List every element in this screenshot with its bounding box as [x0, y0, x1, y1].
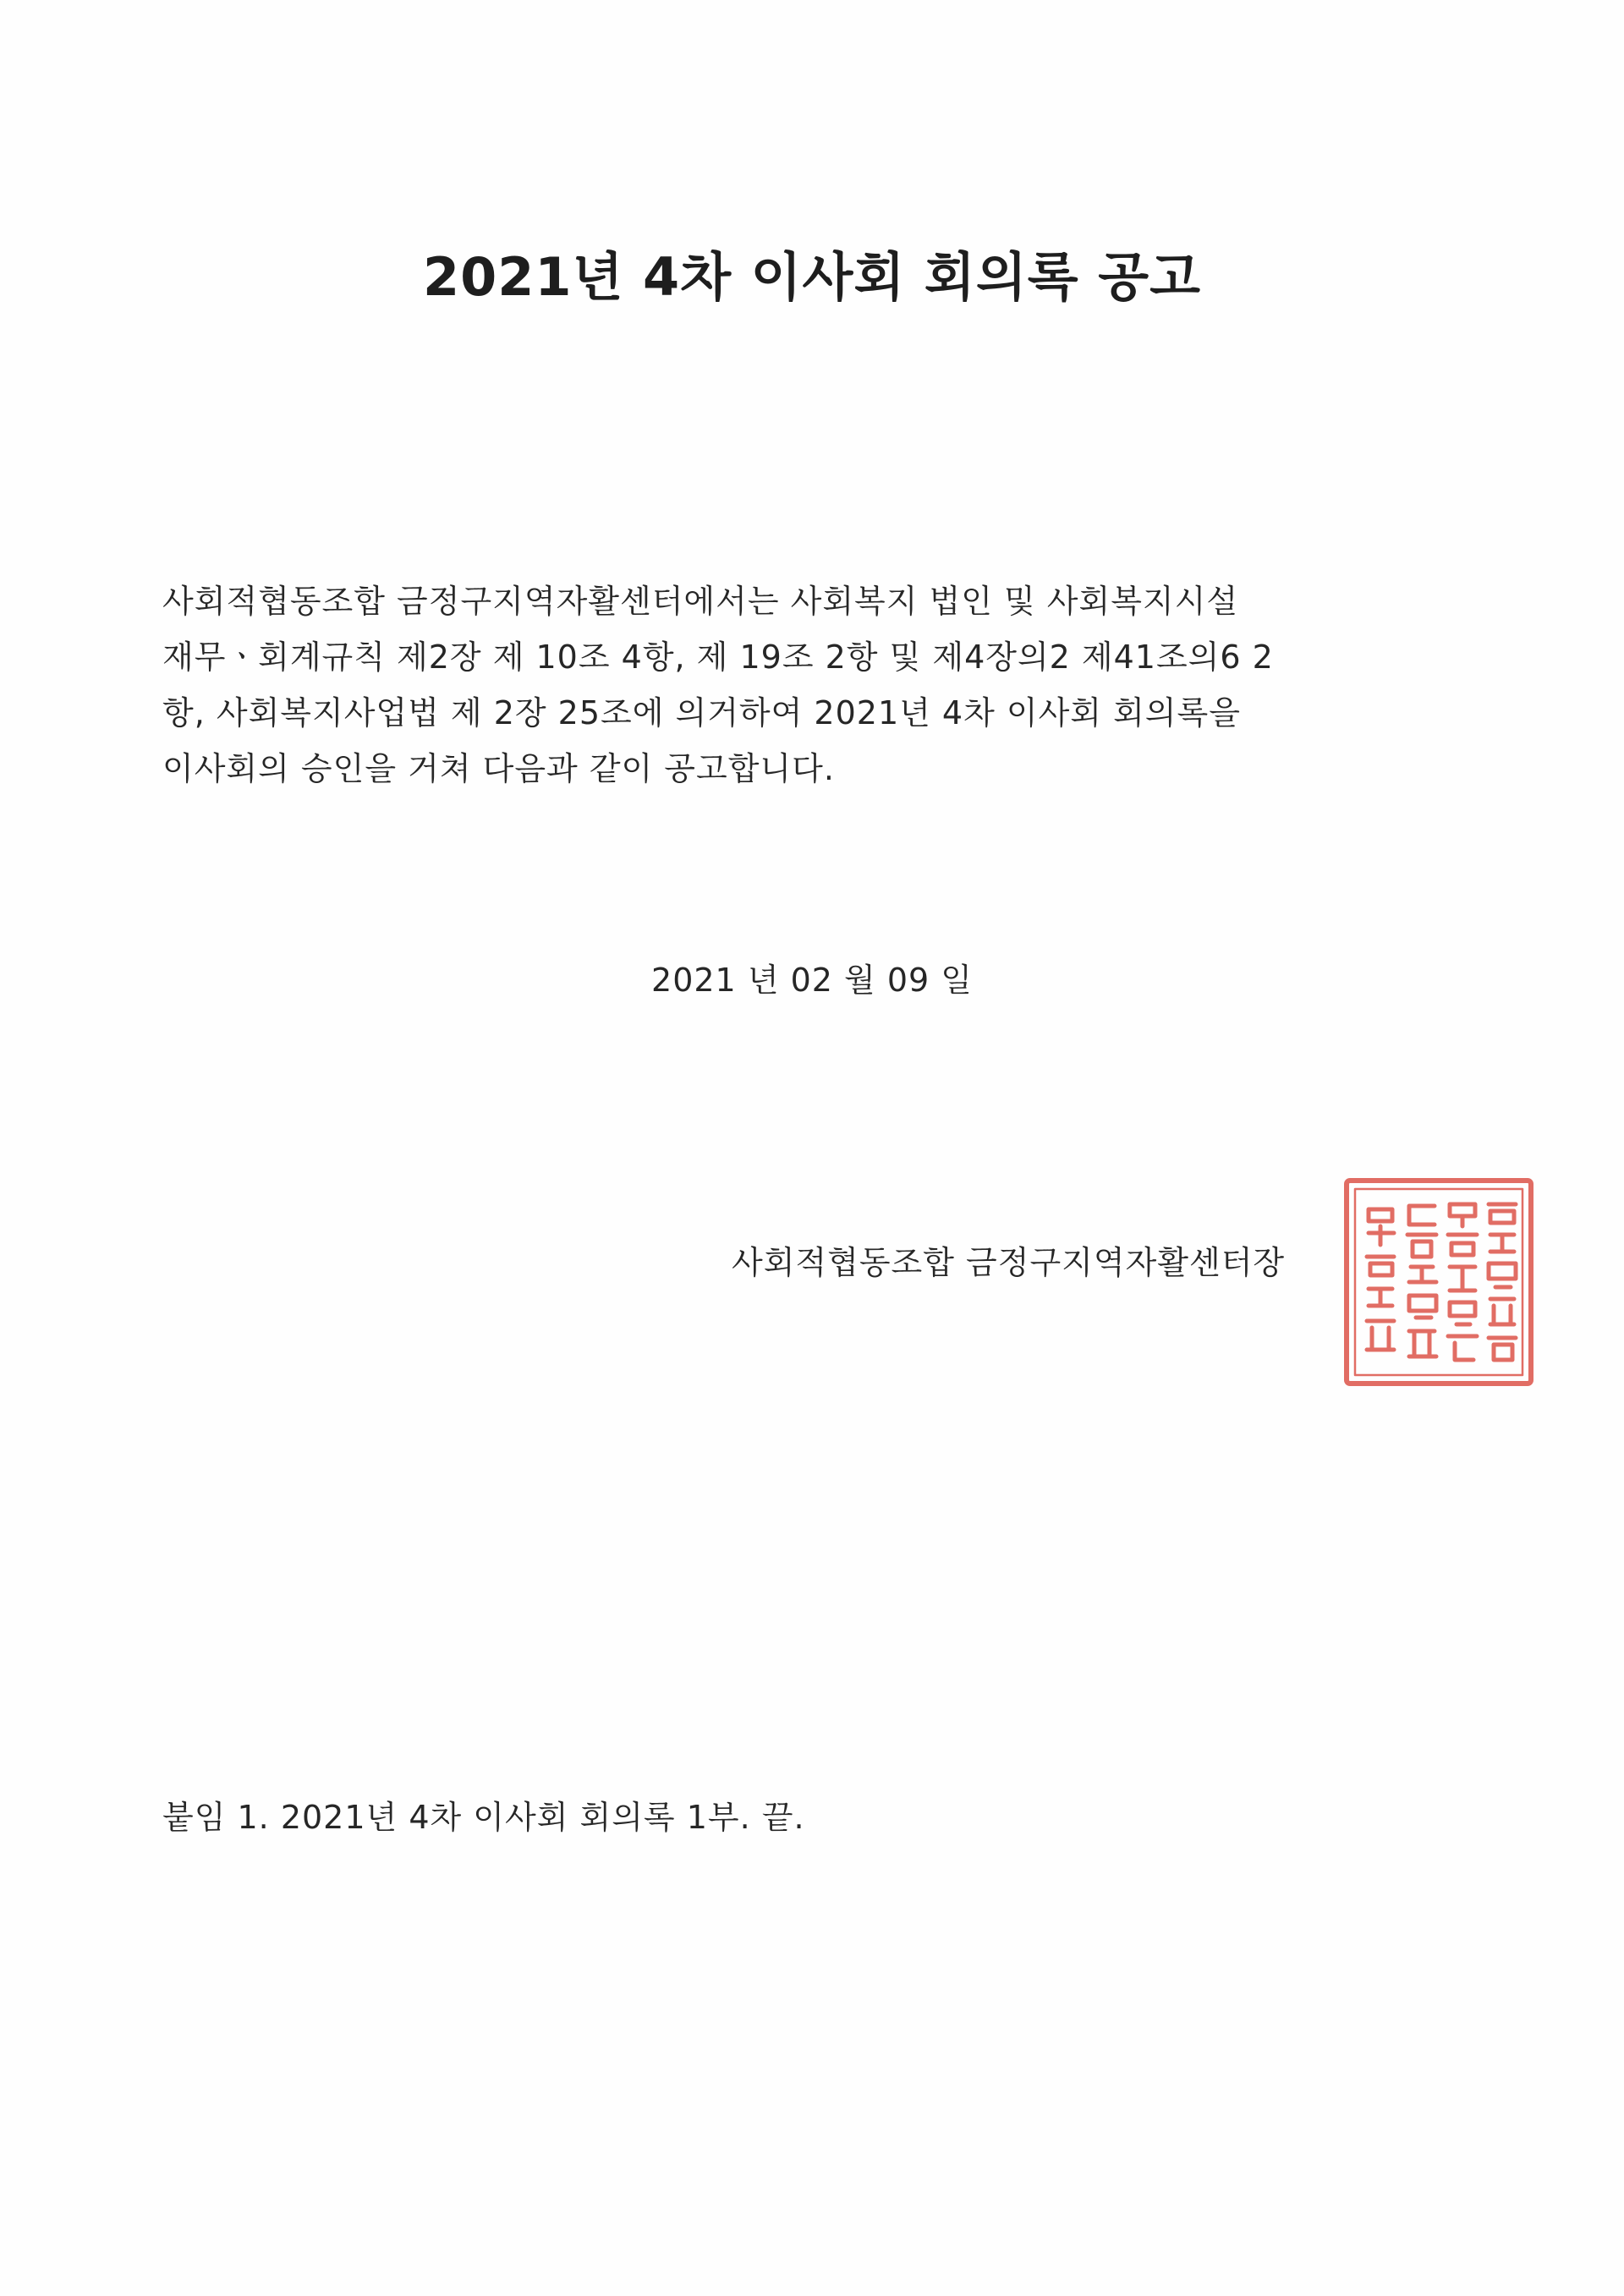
notice-body: [162, 573, 1482, 797]
notice-date: 2021 년 02 월 09 일: [651, 962, 973, 999]
page-title: 2021년 4차 이사회 회의록 공고: [423, 246, 1201, 308]
attachment-note: 붙임 1. 2021년 4차 이사회 회의록 1부. 끝.: [162, 1799, 805, 1836]
official-seal-icon: [1341, 1175, 1536, 1389]
signer-name: 사회적협동조합 금정구지역자활센터장: [732, 1244, 1286, 1281]
body-line: 이사회의 승인을 거쳐 다음과 같이 공고합니다.: [162, 750, 835, 787]
body-line: 항, 사회복지사업법 제 2장 25조에 의거하여 2021년 4차 이사회 회의록을: [162, 694, 1241, 732]
body-line: 재무ㆍ회계규칙 제2장 제 10조 4항, 제 19조 2항 및 제4장의2 제41조의6 2: [162, 638, 1274, 676]
body-line: 사회적협동조합 금정구지역자활센터에서는 사회복지 법인 및 사회복지시설: [162, 583, 1239, 620]
